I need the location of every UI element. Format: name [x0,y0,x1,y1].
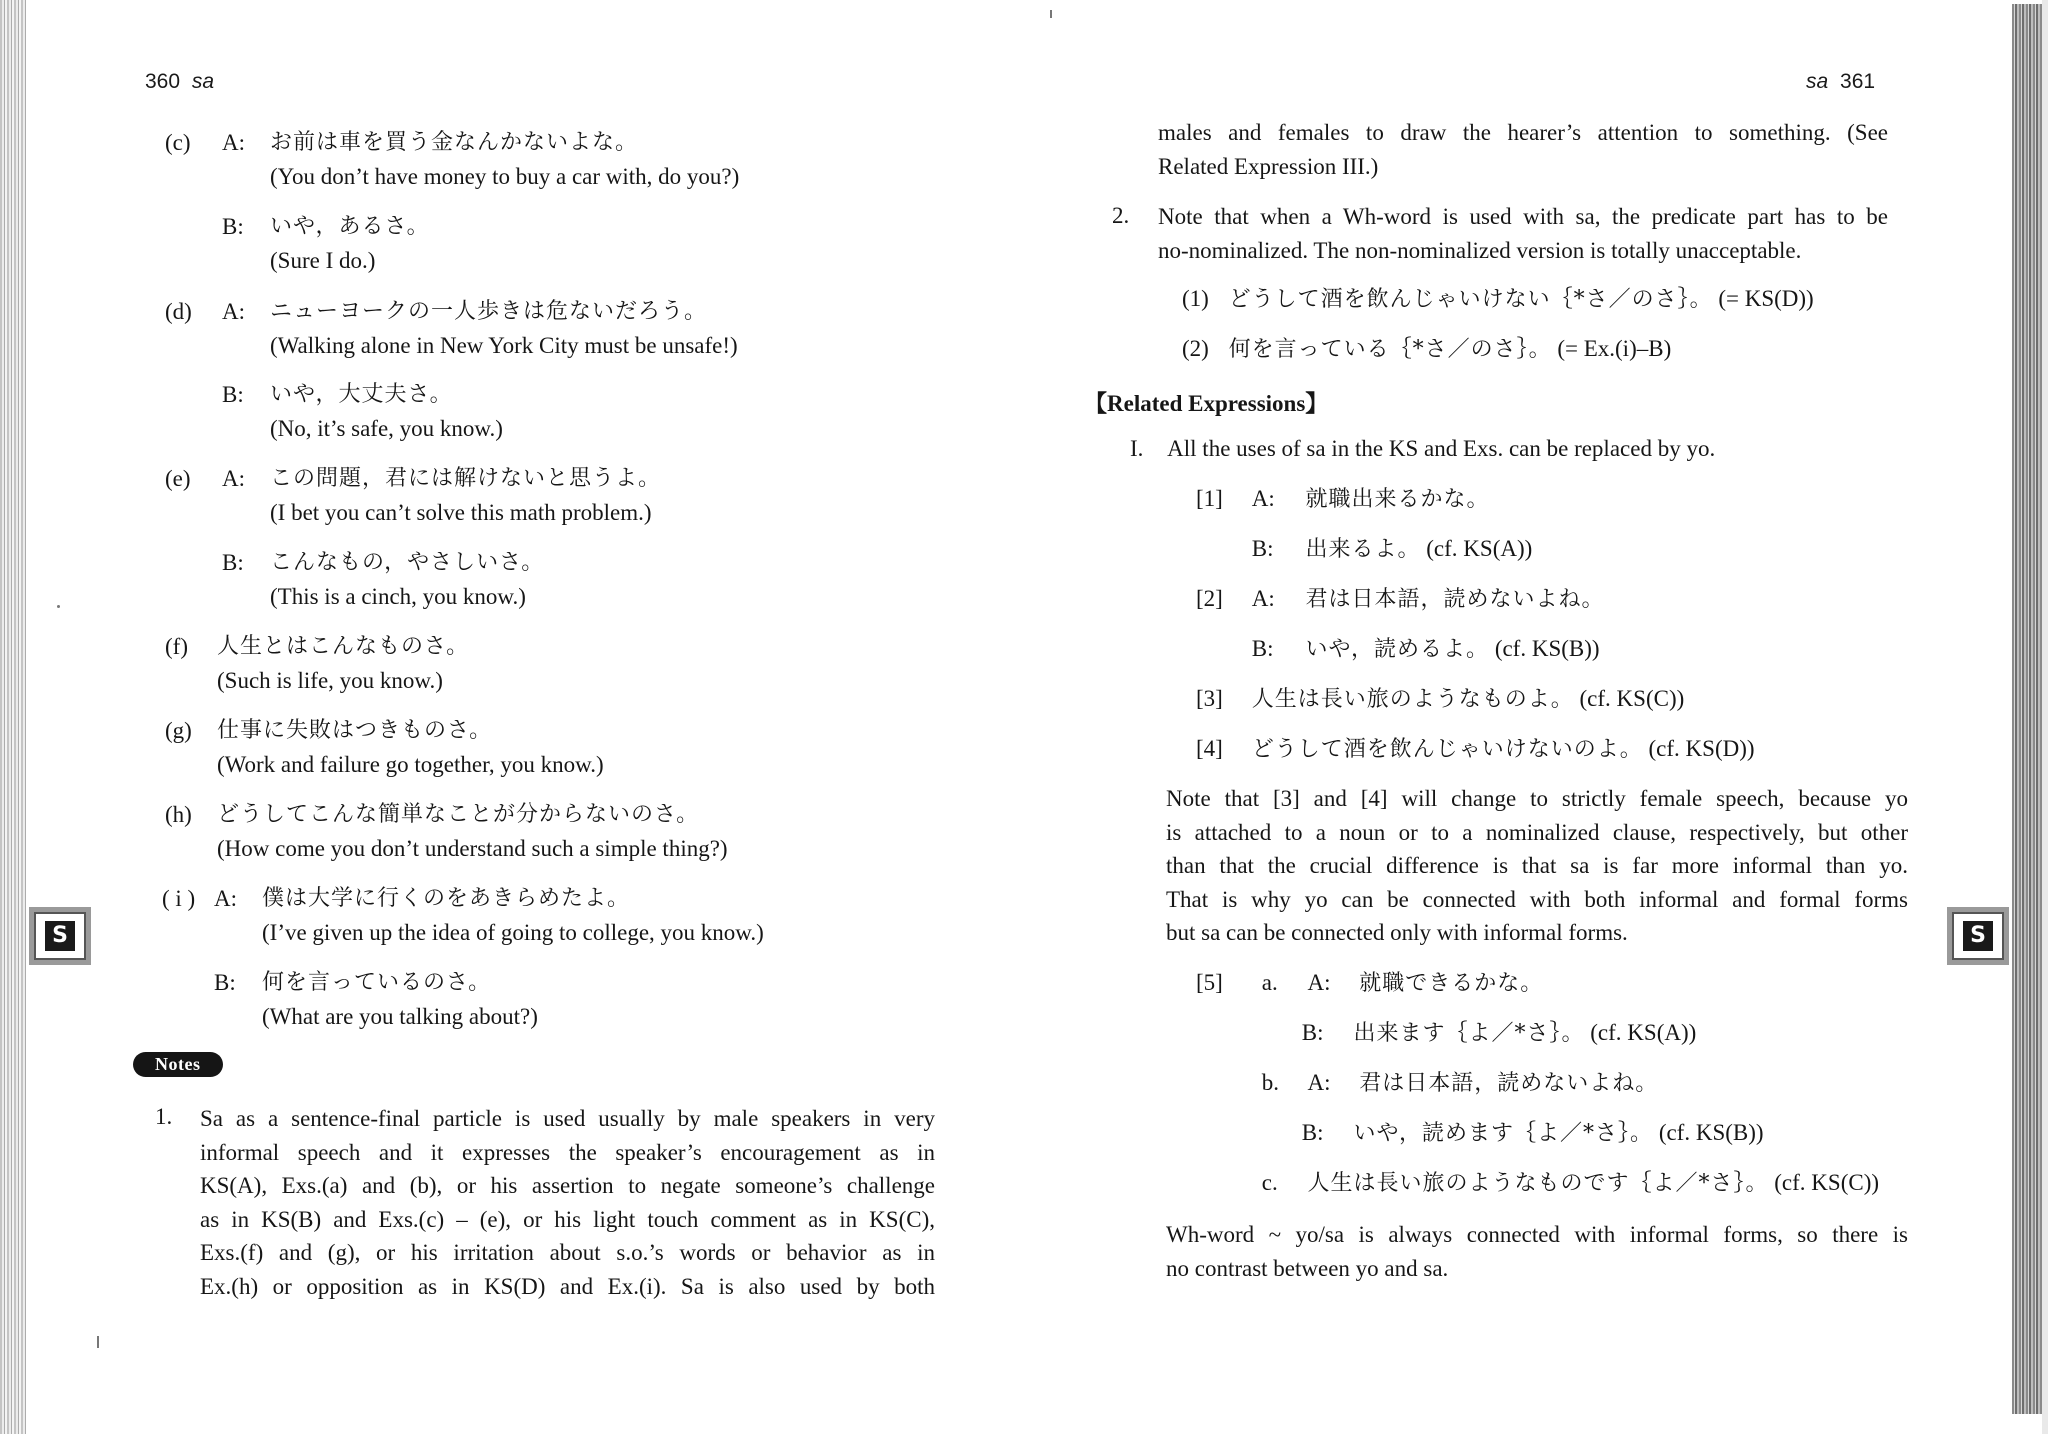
scan-speck [97,1336,99,1348]
japanese-sentence: 出来ます｛よ／*さ｝。 [1353,1021,1585,1046]
page-number: 360 [145,70,181,93]
note-line: Note that [3] and [4] will change to strictly female speech, because yo [1166,786,1908,811]
speaker-label: A: [1307,970,1331,995]
japanese-sentence: どうして酒を飲んじゃいけないのよ。 [1251,737,1643,762]
japanese-sentence: ニューヨークの一人歩きは危ないだろう。 [270,299,708,324]
english-translation: (What are you talking about?) [262,1004,538,1029]
cross-reference: (cf. KS(D)) [1648,736,1755,761]
related-expression-I [1130,432,1715,466]
sub-label: c. [1261,1170,1278,1195]
english-translation: (I’ve given up the idea of going to college, you know.) [262,920,764,945]
note-number: 2. [1112,203,1130,228]
speaker-label: A: [1307,1070,1331,1095]
thumb-index-tab [34,912,86,960]
note-line: informal speech and it expresses the speaker’s encouragement as in [200,1139,935,1165]
related-example-1a [1196,482,1490,517]
english-translation: (Sure I do.) [270,248,376,273]
example-number: [4] [1196,736,1223,761]
japanese-sentence: 就職できるかな。 [1359,971,1544,996]
related-example-1b [1196,532,1532,567]
speaker-label: A: [1251,586,1275,611]
note-number: 1. [155,1104,173,1129]
page-edge-shadow [2042,0,2048,1434]
japanese-sentence: 何を言っている｛*さ／のさ｝。 [1228,337,1552,362]
japanese-sentence: いや，大丈夫さ。 [270,382,453,407]
example-label: (f) [165,634,188,659]
speaker-label: B: [1251,636,1274,661]
japanese-sentence: 仕事に失敗はつきものさ。 [217,718,493,743]
related-expression-text: All the uses of sa in the KS and Exs. can be replaced by yo. [1167,436,1716,461]
english-translation: (No, it’s safe, you know.) [270,416,503,441]
japanese-sentence: いや，読めます｛よ／*さ｝。 [1353,1121,1654,1146]
note-line: no-nominalized. The non-nominalized version is totally unacceptable. [1158,237,1802,263]
speaker-label: B: [222,214,244,239]
note-line: That is why yo can be connected with both informal and formal forms [1166,886,1908,912]
related-example-2a [1196,582,1605,617]
japanese-sentence: お前は車を買う金なんかないよな。 [270,130,639,155]
speaker-label: B: [1301,1120,1324,1145]
japanese-sentence: 何を言っているのさ。 [262,970,492,995]
cross-reference: (cf. KS(B)) [1658,1120,1764,1145]
right-page [1020,0,2048,1434]
japanese-sentence: こんなもの，やさしいさ。 [270,550,545,575]
example-number: [2] [1196,586,1223,611]
english-translation: (You don’t have money to buy a car with, do you?) [270,164,740,189]
note-line: is attached to a noun or to a nominalized clause, respectively, but other [1166,819,1908,845]
cross-reference: (cf. KS(A)) [1590,1020,1697,1045]
note-line: as in KS(B) and Exs.(c) – (e), or his light touch comment as in KS(C), [200,1206,935,1232]
note-line: Note that when a Wh-word is used with sa, the predicate part has to be [1158,204,1888,229]
japanese-sentence: 人生は長い旅のようなものよ。 [1251,687,1574,712]
example-label: (h) [165,802,192,827]
related-example-5b-b [1196,1116,1764,1151]
english-translation: (This is a cinch, you know.) [270,584,526,609]
note-1-paragraph [200,1102,935,1303]
example-number: [3] [1196,686,1223,711]
japanese-sentence: 人生とはこんなものさ。 [217,634,470,659]
japanese-sentence: 君は日本語，読めないよね。 [1359,1071,1659,1096]
japanese-sentence: この問題，君には解けないと思うよ。 [270,466,662,491]
japanese-sentence: 就職出来るかな。 [1305,487,1490,512]
cross-reference: (cf. KS(C)) [1774,1170,1880,1195]
japanese-sentence: どうしてこんな簡単なことが分からないのさ。 [217,802,700,827]
example-number: [1] [1196,486,1223,511]
example-label: (g) [165,718,192,743]
english-translation: (Work and failure go together, you know.) [217,752,604,777]
speaker-label: B: [1301,1020,1324,1045]
note-2-example-2 [1182,332,1671,367]
note-line: Sa as a sentence-final particle is used usually by male speakers in very [200,1106,935,1131]
related-note-paragraph [1166,782,1908,950]
example-number: (1) [1182,286,1209,311]
note-line: but sa can be connected only with informal forms. [1166,920,1628,945]
related-example-5c [1196,1166,1879,1201]
related-example-5a-a [1196,966,1543,1001]
related-expressions-heading: 【Related Expressions】 [1084,391,1329,416]
example-label: ( i ) [162,886,196,911]
page-edge-shading [0,0,26,1434]
speaker-label: A: [214,886,237,911]
page-number: 361 [1840,70,1876,93]
japanese-sentence: 君は日本語，読めないよね。 [1305,587,1605,612]
sub-label: b. [1261,1070,1279,1095]
note-line: males and females to draw the hearer’s attention to something. (See [1158,120,1888,145]
note-line: no contrast between yo and sa. [1166,1255,1449,1281]
note-2-example-1 [1182,282,1814,317]
english-translation: (I bet you can’t solve this math problem.) [270,500,652,525]
related-example-3 [1196,682,1684,717]
english-translation: (Such is life, you know.) [217,668,443,693]
closing-paragraph [1166,1218,1908,1285]
example-label: (c) [165,130,191,155]
speaker-label: A: [222,130,245,155]
example-label: (d) [165,299,192,324]
related-example-4 [1196,732,1755,767]
scan-speck [1050,10,1052,18]
japanese-sentence: どうして酒を飲んじゃいけない｛*さ／のさ｝。 [1228,287,1713,312]
note-line: Exs.(f) and (g), or his irritation about s.o.’s words or behavior as in [200,1240,935,1265]
speaker-label: A: [222,466,245,491]
english-translation: (Walking alone in New York City must be unsafe!) [270,333,738,358]
japanese-sentence: 人生は長い旅のようなものです｛よ／*さ｝。 [1307,1171,1769,1196]
note-line: KS(A), Exs.(a) and (b), or his assertion to negate someone’s challenge [200,1173,935,1198]
japanese-sentence: 僕は大学に行くのをあきらめたよ。 [262,886,631,911]
speaker-label: A: [222,299,245,324]
example-label: (e) [165,466,191,491]
english-translation: (How come you don’t understand such a simple thing?) [217,836,728,861]
thumb-index-tab [1952,912,2004,960]
note-line: Ex.(h) or opposition as in KS(D) and Ex.(i). Sa is also used by both [200,1273,935,1299]
related-example-2b [1196,632,1600,667]
header-word: sa [191,70,215,93]
speaker-label: B: [222,550,244,575]
note-line: Wh-word ~ yo/sa is always connected with informal forms, so there is [1166,1222,1908,1247]
japanese-sentence: 出来るよ。 [1305,537,1421,562]
cross-reference: (cf. KS(A)) [1426,536,1533,561]
page-header [145,70,220,94]
japanese-sentence: いや，あるさ。 [270,214,430,239]
note-1-continuation [1158,116,1888,183]
thumb-tab-letter: S [45,921,75,951]
speaker-label: B: [222,382,244,407]
note-line: Related Expression III.) [1158,153,1379,179]
notes-badge: Notes [133,1052,223,1077]
scan-speck [57,605,60,608]
thumb-tab-letter: S [1963,921,1993,951]
cross-reference: (= KS(D)) [1718,286,1814,311]
speaker-label: B: [1251,536,1274,561]
page-header [1800,70,1875,94]
example-number: (2) [1182,336,1209,361]
left-page [0,0,1020,1434]
related-example-5b-a [1196,1066,1658,1101]
header-word: sa [1806,70,1829,93]
note-2-paragraph [1158,200,1888,267]
speaker-label: B: [214,970,236,995]
cross-reference: (= Ex.(i)–B) [1557,336,1672,361]
cross-reference: (cf. KS(B)) [1494,636,1600,661]
note-line: than that the crucial difference is that sa is far more informal than yo. [1166,853,1908,878]
section-number: I. [1130,436,1144,461]
related-example-5a-b [1196,1016,1696,1051]
speaker-label: A: [1251,486,1275,511]
example-number: [5] [1196,970,1223,995]
page-edge-shading [2012,4,2042,1414]
sub-label: a. [1261,970,1278,995]
cross-reference: (cf. KS(C)) [1579,686,1685,711]
japanese-sentence: いや，読めるよ。 [1305,637,1490,662]
